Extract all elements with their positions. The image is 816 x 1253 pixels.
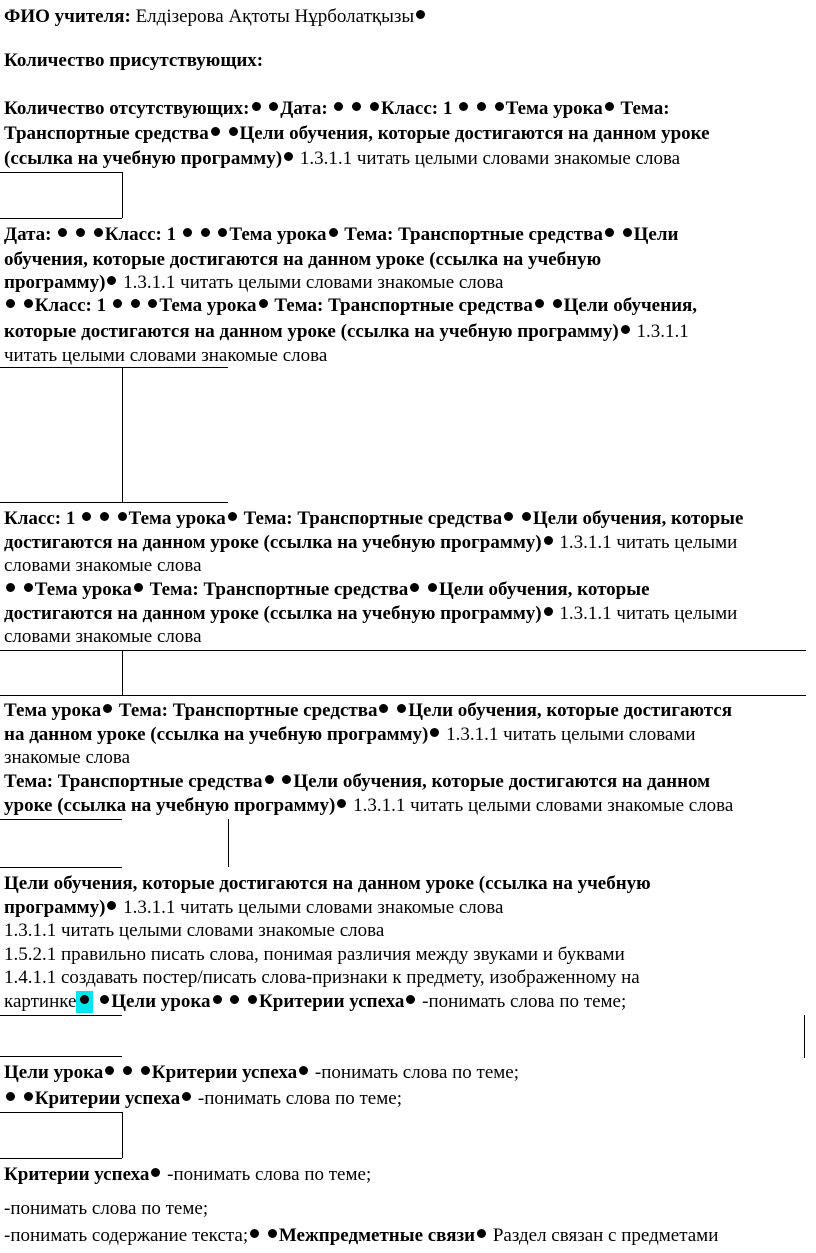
block6-line2: на данном уроке (ссылка на учебную программу) 1.3.1.1 читать целыми словами [4,724,696,745]
table-rule [0,867,122,868]
block7-line1 [4,771,710,793]
goals-tail: программу) [4,272,106,293]
block6-line1 [4,700,732,722]
goals-tail: программу) [4,897,106,918]
block2-line2: обучения, которые достигаются на данном уроке (ссылка на учебную [4,249,602,270]
class-label: Класс: 1 [34,295,107,316]
bullet-icon [113,299,122,308]
bullet-icon [24,583,33,592]
criteria-label: Критерии успеха [34,1088,181,1109]
goals-words: Цели обучения, [563,295,698,316]
table-rule [0,650,806,651]
teacher-name: Елдізерова Ақтоты Нұрболатқызы [135,6,415,27]
goal-141-end: картинке [4,991,77,1012]
bullet-icon [459,102,468,111]
block12-line [4,1225,718,1247]
bullet-icon [477,1229,486,1238]
block8-line2 [4,897,503,919]
block1-line3 [4,148,680,170]
goal-131: 1.3.1.1 читать целыми словами знакомые слова [353,795,734,816]
goal-131: 1.3.1.1 читать целыми словами знакомые слова [123,897,504,918]
class-label: Класс: 1 [4,508,76,529]
criteria-text: -понимать слова по теме; [314,1062,520,1083]
table-rule [0,1056,122,1057]
topic-text: Тема: Транспортные средства [344,224,603,245]
table-rule [0,218,122,219]
bullet-icon [352,102,361,111]
bullet-icon [605,228,614,237]
bullet-icon [218,228,227,237]
bullet-icon [250,1229,259,1238]
table-divider [122,367,123,502]
highlight-marker [76,991,93,1013]
bullet-icon [107,901,116,910]
interdisciplinary-label: Межпредметные связи [278,1225,476,1246]
bullet-icon [94,228,103,237]
table-rule [0,819,122,820]
bullet-icon [535,299,544,308]
bullet-icon [416,10,425,19]
bullet-icon [123,1066,132,1075]
bullet-icon [430,728,439,737]
block11-line1 [4,1164,371,1186]
block8-line6 [4,991,626,1013]
table-divider [804,1015,805,1058]
table-divider [122,172,123,218]
goals-words: Цели обучения, которые достигаются на данном [293,771,711,792]
topic-label: Тема урока [229,224,327,245]
table-rule [0,1112,122,1113]
topic-label: Тема урока [34,579,132,600]
block1-line2 [4,123,710,145]
bullet-icon [100,995,109,1004]
bullet-icon [107,276,116,285]
bullet-icon [201,228,210,237]
class-label: Класс: 1 [380,98,453,119]
bullet-icon [230,995,239,1004]
table-divider [122,1112,123,1158]
bullet-icon [329,228,338,237]
topic-label: Тема урока [505,98,603,119]
goals-part1: Цели обучения, которые достигаются на данном уроке [239,123,710,144]
bullet-icon [103,704,112,713]
bullet-icon [82,512,91,521]
bullet-icon [397,704,406,713]
block5-line3: словами знакомые слова [4,626,202,647]
goals-part2: (ссылка на учебную программу) [4,148,283,169]
criteria-text: -понимать слова по теме; [422,991,627,1012]
goals-words: Цели обучения, которые достигаются [408,700,733,721]
bullet-icon [151,1168,160,1177]
bullet-icon [477,102,486,111]
bullet-icon [370,102,379,111]
criteria-label: Критерии успеха [4,1164,150,1185]
goal-141-line: 1.4.1.1 создавать постер/писать слова-признаки к предмету, изображенному на [4,967,640,988]
bullet-icon [410,583,419,592]
bullet-icon [265,775,274,784]
block4-line3: словами знакомые слова [4,555,202,576]
bullet-icon [406,995,415,1004]
bullet-icon [24,1092,33,1101]
criteria-label: Критерии успеха [151,1062,298,1083]
bullet-icon [183,228,192,237]
topic-text: Тема: Транспортные средства [4,771,263,792]
table-rule [0,172,122,173]
interdisciplinary-text: Раздел связан с предметами [492,1225,719,1246]
lesson-goals-label: Цели урока [111,991,211,1012]
bullet-icon [131,299,140,308]
bullet-icon [282,775,291,784]
bullet-icon [182,1092,191,1101]
bullet-icon [495,102,504,111]
topic-text: Тема: Транспортные средства [243,508,503,529]
bullet-icon [337,799,346,808]
bullet-icon [76,228,85,237]
criteria-text: -понимать слова по теме; [167,1164,372,1185]
date-label: Дата: [4,224,52,245]
goals-words: Цели обучения, которые [438,579,650,600]
goals-tail: которые достигаются на данном уроке (ссылка на учебную программу) [4,321,619,342]
bullet-icon [248,995,257,1004]
bullet-icon [379,704,388,713]
block7-line2 [4,795,733,817]
topic-text-value: Транспортные средства [4,123,209,144]
present-count: Количество присутствующих: [4,50,264,71]
block9-line1 [4,1062,519,1084]
goal-131: 1.3.1.1 читать целыми словами знакомые слова [123,272,504,293]
block1-line1 [4,98,670,120]
absent-label: Количество отсутствующих: [4,98,250,119]
bullet-icon [623,228,632,237]
block5-line1 [4,579,650,601]
block6-line3: знакомые слова [4,747,131,768]
goal-131-line: 1.3.1.1 читать целыми словами знакомые слова [4,920,385,941]
block3-line3: читать целыми словами знакомые слова [4,345,328,366]
block2-line3 [4,272,503,294]
bullet-icon [141,1066,150,1075]
bullet-icon [6,583,15,592]
goals-words: Цели обучения, которые достигаются на данном уроке (ссылка на учебную [4,873,651,894]
criteria-text: -понимать слова по теме; [197,1088,402,1109]
bullet-icon [269,102,278,111]
criteria-label: Критерии успеха [259,991,405,1012]
bullet-icon [6,299,15,308]
goals-tail: уроке (ссылка на учебную программу) [4,795,336,816]
teacher-label: ФИО учителя: [4,6,131,27]
bullet-icon [544,607,553,616]
bullet-icon [299,1066,308,1075]
goal-131: 1.3.1.1 читать целыми словами знакомые слова [299,148,681,169]
bullet-icon [504,512,513,521]
bullet-icon [428,583,437,592]
bullet-icon [522,512,531,521]
topic-label: Тема урока [4,700,102,721]
bullet-icon [213,995,222,1004]
table-rule [0,1015,122,1016]
goals-tail: на данном уроке (ссылка на учебную программу) [4,724,429,745]
table-rule [0,367,228,368]
topic-text: Тема: Транспортные средства [118,700,378,721]
block5-line2: достигаются на данном уроке (ссылка на учебную программу) 1.3.1.1 читать целыми [4,603,738,624]
bullet-icon [259,299,268,308]
block4-line1 [4,508,743,530]
bullet-icon [6,1092,15,1101]
goals-word: Цели [633,224,679,245]
goals-tail: достигаются на данном уроке (ссылка на учебную программу) [4,532,542,553]
bullet-icon [544,536,553,545]
bullet-icon [58,228,67,237]
block4-line2: достигаются на данном уроке (ссылка на учебную программу) 1.3.1.1 читать целыми [4,532,738,553]
bullet-icon [134,583,143,592]
topic-text: Тема: Транспортные средства [149,579,409,600]
goals-words: Цели обучения, которые [532,508,744,529]
bullet-icon [148,299,157,308]
table-rule [0,502,228,503]
bullet-icon [252,102,261,111]
bullet-icon [553,299,562,308]
block3-line2: которые достигаются на данном уроке (ссылка на учебную программу) 1.3.1.1 [4,321,689,342]
teacher-line [4,6,427,28]
bullet-icon [100,512,109,521]
goal-152-line: 1.5.2.1 правильно писать слова, понимая различия между звуками и буквами [4,944,625,965]
table-divider [228,819,229,867]
bullet-icon [229,127,238,136]
topic-text-prefix: Тема: [620,98,670,119]
lesson-goals-label: Цели урока [4,1062,104,1083]
block8-line1 [4,873,651,895]
bullet-icon [268,1229,277,1238]
bullet-icon [211,127,220,136]
bullet-icon [284,152,293,161]
block3-line1 [4,295,697,317]
criteria-text2: -понимать содержание текста; [4,1225,249,1246]
block10-line1 [4,1088,402,1110]
table-rule [0,695,806,696]
block2-line1 [4,224,678,246]
date-label: Дата: [280,98,328,119]
topic-label: Тема урока [159,295,257,316]
criteria-line: -понимать слова по теме; [4,1198,209,1219]
bullet-icon [24,299,33,308]
topic-label: Тема урока [128,508,226,529]
bullet-icon [105,1066,114,1075]
bullet-icon [118,512,127,521]
bullet-icon [80,995,89,1004]
bullet-icon [621,325,630,334]
bullet-icon [605,102,614,111]
bullet-icon [334,102,343,111]
class-label: Класс: 1 [104,224,177,245]
goals-tail: достигаются на данном уроке (ссылка на учебную программу) [4,603,542,624]
table-rule [0,1158,122,1159]
table-divider [122,650,123,695]
topic-text: Тема: Транспортные средства [274,295,533,316]
bullet-icon [228,512,237,521]
